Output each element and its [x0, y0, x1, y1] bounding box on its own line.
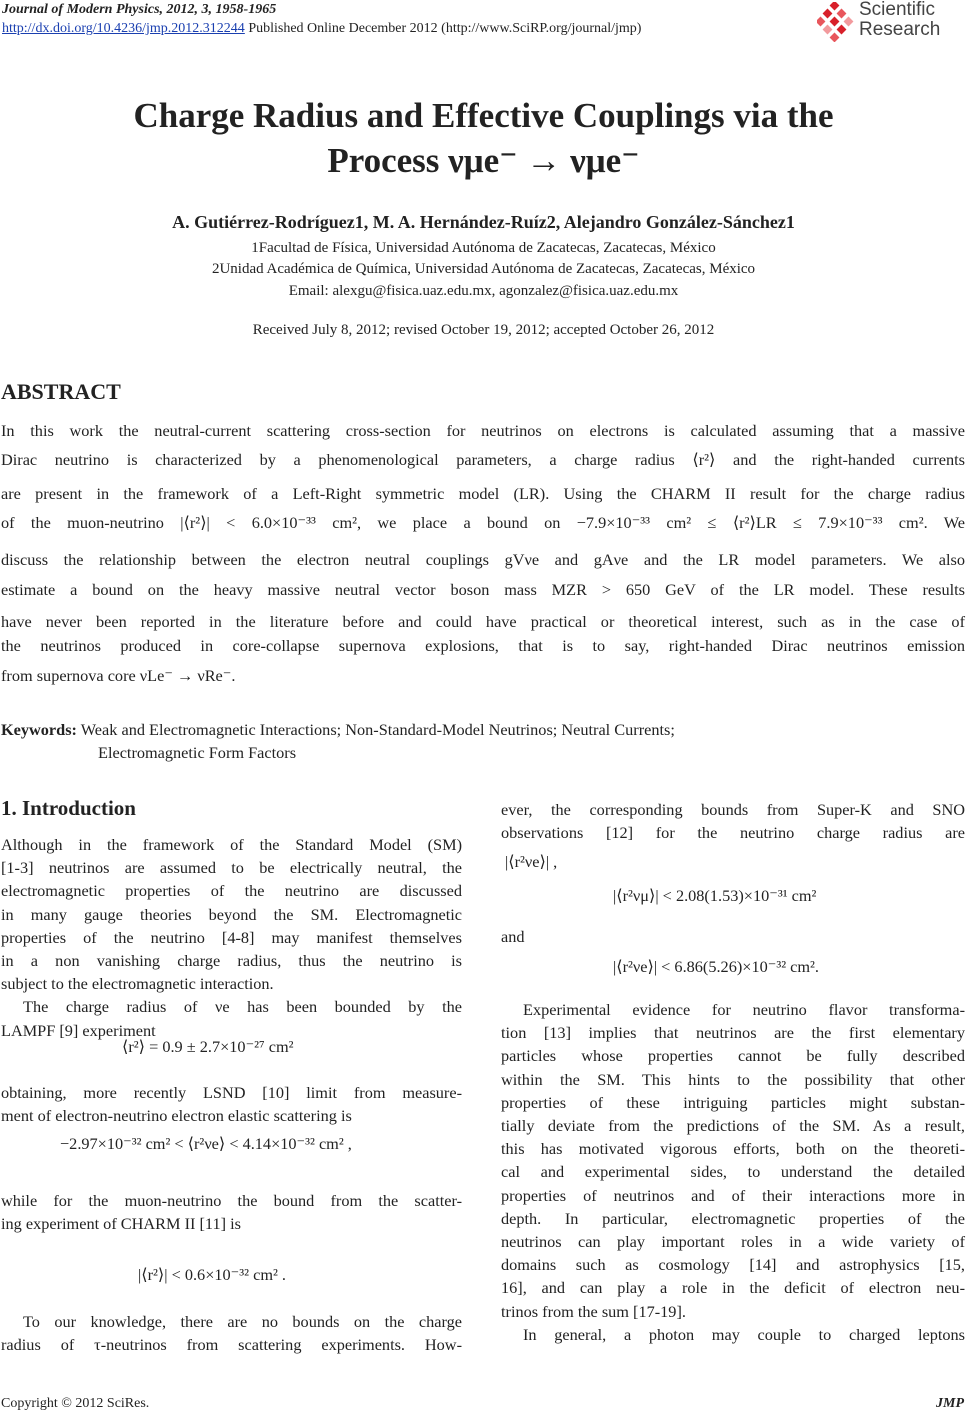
title-line-1: Charge Radius and Effective Couplings via the — [133, 96, 834, 135]
text-line: [1-3] neutrinos are assumed to be electrically neutral, the — [1, 858, 462, 878]
text-line: Experimental evidence for neutrino flavor transforma- — [523, 1000, 965, 1019]
text-line: particles whose properties cannot be fully described — [501, 1046, 965, 1066]
scientific-research-logo — [817, 0, 967, 44]
abstract-line: Dirac neutrino is characterized by a phenomenological parameters, a charge radius ⟨r²⟩ and the right-handed currents — [1, 450, 965, 469]
text-line: ing experiment of CHARM II [11] is — [1, 1214, 241, 1234]
left-column-p5 — [1, 1310, 462, 1356]
equation-lsnd: −2.97×10⁻³² cm² < ⟨r²νe⟩ < 4.14×10⁻³² cm² , — [60, 1134, 352, 1153]
affiliation-2: 2Unidad Académica de Química, Universidad Autónoma de Zacatecas, Zacatecas, México — [211, 261, 756, 277]
text-line: LAMPF [9] experiment — [1, 1020, 156, 1040]
text-line: while for the muon-neutrino the bound from the scatter- — [1, 1191, 462, 1210]
equation-lampf: ⟨r²⟩ = 0.9 ± 2.7×10⁻²⁷ cm² — [122, 1037, 294, 1056]
text-line: In general, a photon may couple to charged leptons — [523, 1324, 965, 1344]
keywords-line-1: Weak and Electromagnetic Interactions; Non-Standard-Model Neutrinos; Neutral Currents; — [76, 720, 675, 739]
text-line: ever, the corresponding bounds from Super-K and SNO — [501, 800, 965, 819]
doi-link[interactable]: http://dx.doi.org/10.4236/jmp.2012.312244 — [2, 21, 245, 36]
right-column-p1 — [501, 798, 965, 844]
text-line: in many gauge theories beyond the SM. Electromagnetic — [1, 904, 462, 924]
publish-info: Published Online December 2012 (http://www.SciRP.org/journal/jmp) — [244, 21, 642, 36]
text-line: 16], and can play a role in the deficit of electron neu- — [501, 1278, 965, 1298]
text-line: ment of electron-neutrino electron elastic scattering is — [1, 1106, 352, 1126]
text-line: neutrinos can play important roles in a wide variety of — [501, 1232, 965, 1252]
text-line: observations [12] for the neutrino charge radius are — [501, 823, 965, 843]
text-line: properties of neutrinos and of their interactions more in — [501, 1185, 965, 1205]
abstract-line: of the muon-neutrino |⟨r²⟩| < 6.0×10⁻³³ cm², we place a bound on −7.9×10⁻³³ cm² ≤ ⟨r²⟩LR ≤ 7.9×10⁻³³ cm². We — [1, 513, 965, 532]
text-line: within the SM. This hints to the possibility that other — [501, 1069, 965, 1089]
left-column-p3 — [1, 1081, 462, 1127]
paper-title — [0, 93, 967, 183]
text-line: properties of the neutrino [4-8] may manifest themselves — [1, 927, 462, 947]
equation-superk-e: |⟨r²νe⟩| < 6.86(5.26)×10⁻³² cm². — [613, 957, 819, 976]
right-column-p2 — [501, 998, 965, 1346]
text-line: properties of these intriguing particles might substan- — [501, 1092, 965, 1112]
text-line: tially deviate from the predictions of the SM. As a result, — [501, 1116, 965, 1136]
text-line: in a non vanishing charge radius, thus the neutrino is — [1, 951, 462, 971]
logo-line-1: Scientific — [859, 0, 936, 20]
abstract-line: In this work the neutral-current scattering cross-section for neutrinos on electrons is calculated assuming that a massive — [1, 421, 965, 440]
text-line: trinos from the sum [17-19]. — [501, 1301, 686, 1321]
title-line-2: Process νμe⁻ → νμe⁻ — [327, 141, 640, 180]
word-and: and — [501, 927, 525, 946]
keywords — [1, 718, 675, 764]
received-dates: Received July 8, 2012; revised October 19, 2012; accepted October 26, 2012 — [252, 322, 715, 338]
abstract-heading: ABSTRACT — [1, 379, 121, 404]
text-line: Although in the framework of the Standard Model (SM) — [1, 835, 462, 854]
left-column-p1 — [1, 833, 462, 1042]
abstract-line: from supernova core νLe⁻ → νRe⁻. — [1, 666, 236, 685]
copyright: Copyright © 2012 SciRes. — [1, 1396, 150, 1411]
text-line: electromagnetic properties of the neutrino are discussed — [1, 881, 462, 901]
logo-diamond-icon — [817, 2, 857, 42]
text-line: domains such as cosmology [14] and astrophysics [15, — [501, 1255, 965, 1275]
volume-info: , 2012, 3, 1958-1965 — [159, 2, 277, 17]
journal-header — [2, 2, 276, 18]
text-line: this has motivated vigorous efforts, both on the theoreti- — [501, 1139, 965, 1159]
doi-line — [2, 21, 641, 37]
author-emails: Email: alexgu@fisica.uaz.edu.mx, agonzalez@fisica.uaz.edu.mx — [288, 283, 679, 299]
text-line: tion [13] implies that neutrinos are the first elementary — [501, 1023, 965, 1043]
text-line: radius of τ-neutrinos from scattering experiments. How- — [1, 1335, 462, 1355]
text-line: The charge radius of νe has been bounded by the — [23, 997, 462, 1017]
keywords-line-2: Electromagnetic Form Factors — [98, 743, 297, 762]
journal-name: Journal of Modern Physics — [2, 2, 160, 17]
authors: A. Gutiérrez-Rodríguez1, M. A. Hernández-Ruíz2, Alejandro González-Sánchez1 — [172, 212, 795, 232]
text-line: obtaining, more recently LSND [10] limit from measure- — [1, 1083, 462, 1102]
charge-radius-symbol: |⟨r²νe⟩| , — [505, 852, 558, 871]
equation-charm: |⟨r²⟩| < 0.6×10⁻³² cm² . — [138, 1265, 287, 1284]
abstract-line: have never been reported in the literature before and could have practical or theoretical interest, such as in the case of — [1, 612, 965, 631]
journal-abbr: JMP — [936, 1396, 964, 1411]
section-heading: 1. Introduction — [1, 796, 136, 820]
text-line: depth. In particular, electromagnetic properties of the — [501, 1208, 965, 1228]
keywords-label: Keywords: — [1, 720, 77, 739]
abstract-line: estimate a bound on the heavy massive neutral vector boson mass MZR > 650 GeV of the LR model. These results — [1, 580, 965, 599]
equation-superk-mu: |⟨r²νμ⟩| < 2.08(1.53)×10⁻³¹ cm² — [613, 886, 817, 905]
text-line: To our knowledge, there are no bounds on the charge — [23, 1312, 462, 1331]
text-line: subject to the electromagnetic interaction. — [1, 974, 274, 994]
text-line: cal and experimental sides, to understand the detailed — [501, 1162, 965, 1182]
logo-line-2: Research — [859, 19, 941, 40]
abstract-line: are present in the framework of a Left-Right symmetric model (LR). Using the CHARM II result for the charge radius — [1, 484, 965, 503]
left-column-p4 — [1, 1189, 462, 1235]
abstract-line: discuss the relationship between the electron neutral couplings gVνe and gAνe and the LR model parameters. We also — [1, 550, 965, 569]
affiliation-1: 1Facultad de Física, Universidad Autónoma de Zacatecas, Zacatecas, México — [251, 240, 716, 256]
abstract-line: the neutrinos produced in core-collapse supernova explosions, that is to say, right-handed Dirac neutrinos emission — [1, 636, 965, 655]
